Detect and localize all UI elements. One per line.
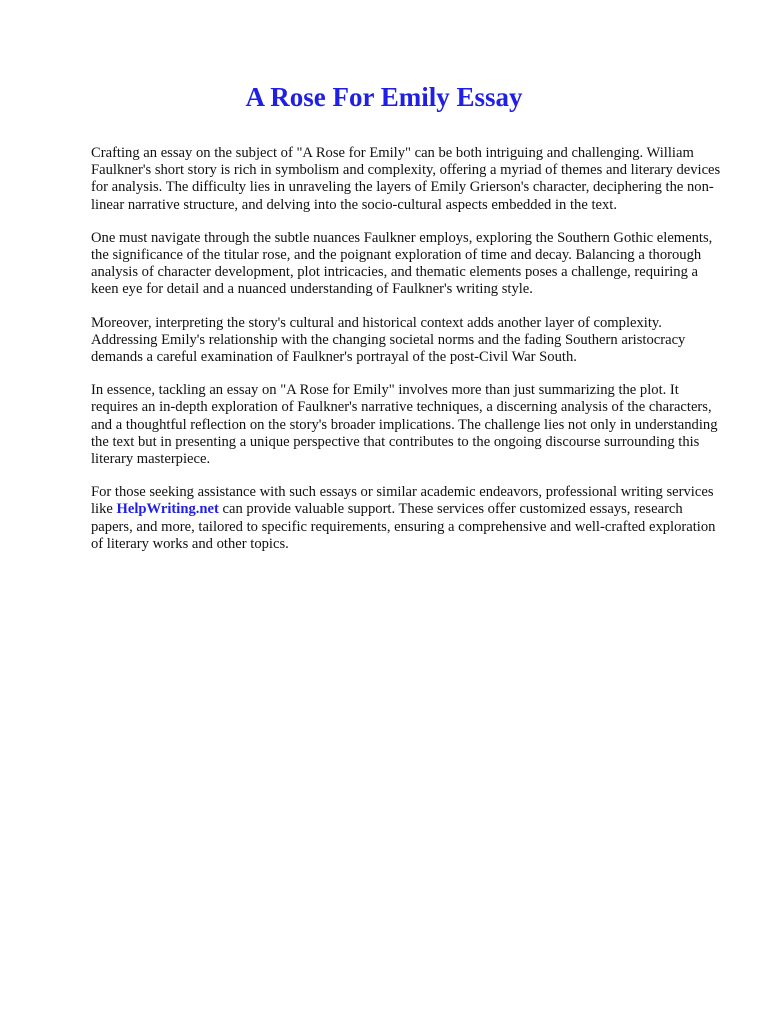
paragraph-3: Moreover, interpreting the story's cultural and historical context adds another layer of complexity. Addressing Emily's relationship with the changing societal norms and the fading Southern aristocracy demands a careful examination of Faulkner's portrayal of the post-Civil War South. bbox=[91, 314, 686, 366]
paragraph-5-rest: can provide valuable support. These services offer customized essays, research papers, and more, tailored to specific requirements, ensuring a comprehensive and well-crafted exploration of literary works and other topics. bbox=[91, 501, 716, 552]
paragraph-2: One must navigate through the subtle nuances Faulkner employs, exploring the Southern Gothic elements, the significance of the titular rose, and the poignant exploration of time and decay. Balancing a thorough analysis of character development, plot intricacies, and thematic elements poses a challenge, requiring a keen eye for detail and a nuanced understanding of Faulkner's writing style. bbox=[91, 229, 713, 298]
essay-body bbox=[91, 145, 727, 569]
paragraph-5-intro: For those seeking assistance with such essays or similar academic endeavors, professional writing services like bbox=[91, 484, 714, 518]
paragraph-1: Crafting an essay on the subject of "A Rose for Emily" can be both intriguing and challenging. William Faulkner's short story is rich in symbolism and complexity, offering a myriad of themes and literary devices for analysis. The difficulty lies in unraveling the layers of Emily Grierson's character, deciphering the non-linear narrative structure, and delving into the socio-cultural aspects embedded in the text. bbox=[91, 145, 721, 213]
paragraph-5 bbox=[91, 484, 727, 553]
page-title: A Rose For Emily Essay bbox=[245, 82, 523, 112]
paragraph-4: In essence, tackling an essay on "A Rose for Emily" involves more than just summarizing the plot. It requires an in-depth exploration of Faulkner's narrative techniques, a discerning analysis of the characters, and a thoughtful reflection on the story's broader implications. The challenge lies not only in understanding the text but in presenting a unique perspective that contributes to the ongoing discourse surrounding this literary masterpiece. bbox=[91, 382, 718, 468]
helpwriting-link[interactable]: HelpWriting.net bbox=[116, 501, 219, 518]
